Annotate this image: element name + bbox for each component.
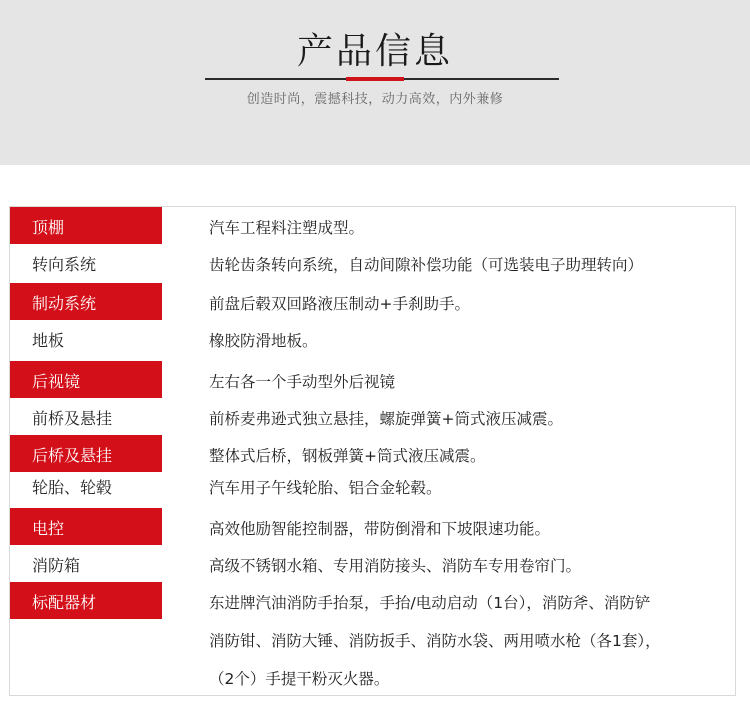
spec-label: 轮胎、轮毂	[32, 478, 113, 497]
title-accent-bar	[346, 77, 404, 81]
page-subtitle: 创造时尚，震撼科技，动力高效，内外兼修	[246, 92, 504, 107]
spec-row	[10, 361, 735, 398]
spec-label: 后桥及悬挂	[10, 435, 162, 472]
spec-label: 顶棚	[10, 207, 162, 244]
spec-row	[10, 472, 735, 504]
spec-value: 橡胶防滑地板。	[209, 332, 318, 350]
spec-row	[10, 244, 735, 281]
spec-label: 制动系统	[10, 283, 162, 320]
spec-value-continued: 消防钳、消防大锤、消防扳手、消防水袋、两用喷水枪（各1套），	[209, 632, 661, 650]
spec-value: 汽车工程料注塑成型。	[209, 219, 365, 237]
spec-label: 消防箱	[32, 556, 81, 575]
spec-label: 转向系统	[32, 255, 97, 274]
spec-row	[10, 398, 735, 435]
spec-row	[10, 582, 735, 619]
spec-row	[10, 207, 735, 244]
spec-row	[10, 435, 735, 472]
spec-value: 前盘后毂双回路液压制动+手刹助手。	[209, 295, 470, 313]
spec-row	[10, 508, 735, 545]
spec-value: 齿轮齿条转向系统，自动间隙补偿功能（可选装电子助理转向）	[209, 256, 644, 274]
spec-label: 电控	[10, 508, 162, 545]
spec-value: 高级不锈钢水箱、专用消防接头、消防车专用卷帘门。	[209, 557, 582, 575]
spec-row	[10, 283, 735, 320]
spec-value: 整体式后桥，钢板弹簧+筒式液压减震。	[209, 447, 486, 465]
spec-value: 左右各一个手动型外后视镜	[209, 373, 396, 391]
spec-row	[10, 545, 735, 582]
header-band	[0, 0, 750, 165]
spec-label: 后视镜	[10, 361, 162, 398]
spec-value: 汽车用子午线轮胎、铝合金轮毂。	[209, 479, 442, 497]
spec-value: 东进牌汽油消防手抬泵，手抬/电动启动（1台），消防斧、消防铲	[209, 594, 651, 612]
spec-row	[10, 320, 735, 357]
spec-value: 高效他励智能控制器，带防倒滑和下坡限速功能。	[209, 520, 551, 538]
page-title: 产品信息	[296, 31, 453, 72]
spec-label: 前桥及悬挂	[32, 409, 113, 428]
spec-label: 地板	[32, 331, 65, 350]
spec-table	[9, 206, 736, 696]
spec-label: 标配器材	[10, 582, 162, 619]
spec-value-continued: （2个）手提干粉灭火器。	[209, 670, 390, 688]
spec-value: 前桥麦弗逊式独立悬挂，螺旋弹簧+筒式液压减震。	[209, 410, 563, 428]
